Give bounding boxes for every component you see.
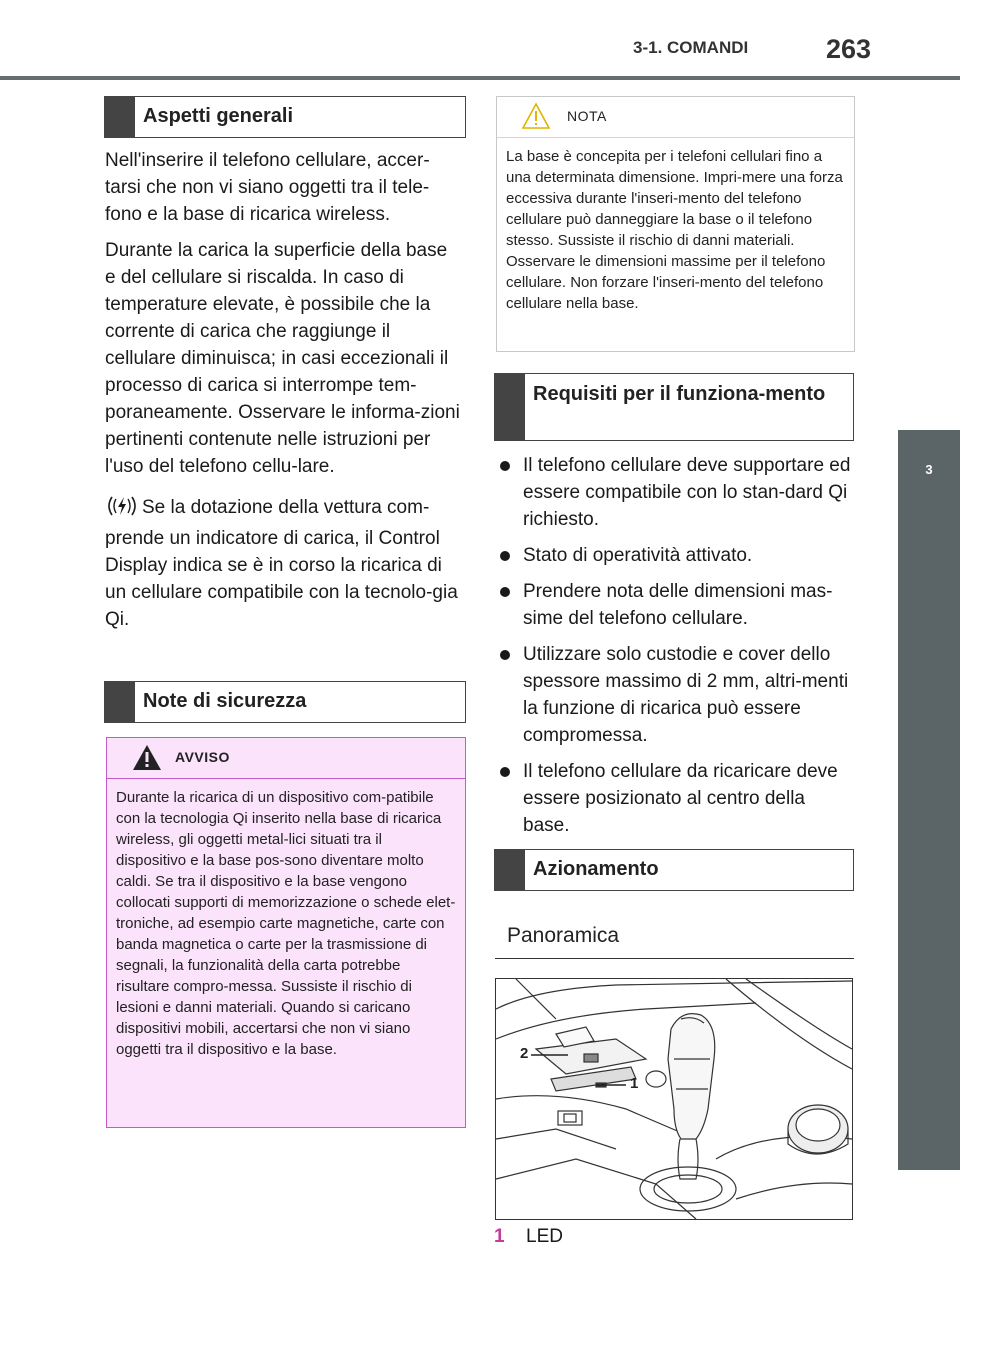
paragraph: Nell'inserire il telefono cellulare, accer-tarsi che non vi siano oggetti tra il tele-fono e la base di ricarica wireless. [105, 150, 430, 225]
heading-note-sicurezza [104, 681, 466, 723]
nota-text: La base è concepita per i telefoni cellulari fino a una determinata dimensione. Impri-mere una forza eccessiva durante l'inseri-mento del telefono cellulare può danneggiare la base o il telefono stesso. Sussiste il rischio di danni materiali. Osservare le dimensioni massime per il telefono cellulare. Non forzare l'inseri-mento del telefono cellulare nella base. [506, 148, 843, 312]
chapter-label: COMANDI [972, 603, 988, 677]
paragraph-text: Se la dotazione della vettura com-prende un indicatore di carica, il Control Display indica se è in corso la ricarica di un cellulare compatibile con la tecnolo-gia Qi. [105, 497, 458, 630]
list-item: Il telefono cellulare da ricaricare deve essere posizionato al centro della base. [496, 758, 856, 839]
chapter-bar [898, 510, 960, 1170]
avviso-label: AVVISO [175, 749, 230, 765]
avviso-header [107, 738, 465, 779]
heading-text: Note di sicurezza [143, 690, 307, 712]
list-item: Utilizzare solo custodie e cover dello spessore massimo di 2 mm, altri-menti la funzione di ricarica può essere compromessa. [496, 641, 856, 749]
heading-bar [495, 850, 525, 890]
paragraph [105, 494, 463, 633]
nota-label: NOTA [567, 108, 607, 124]
bullet-icon [500, 767, 510, 777]
avviso-text: Durante la ricarica di un dispositivo com-patibile con la tecnologia Qi inserito nella base di ricarica wireless, gli oggetti metal-lici situati tra il dispositivo e la base pos-sono diventare molto caldi. Se tra il dispositivo e la base vengono collocati supporti di memorizzazione o schede elet-troniche, ad esempio carte magnetiche, carte con banda magnetica o carte per la trasmissione di segnali, la funzionalità della carta potrebbe risultare compro-messa. Sussiste il rischio di lesioni e danni materiali. Quando si caricano dispositivi mobili, accertarsi che non vi siano oggetti tra il dispositivo e la base. [116, 789, 456, 1058]
heading-text: Aspetti generali [143, 105, 294, 127]
bullet-icon [500, 587, 510, 597]
heading-bar [495, 374, 525, 440]
requisiti-list [496, 452, 856, 848]
legend-text: LED [526, 1226, 563, 1247]
heading-bar [105, 97, 135, 137]
list-item: Il telefono cellulare deve supportare ed essere compatibile con lo stan-dard Qi richiesto. [496, 452, 856, 533]
heading-text: Requisiti per il funziona-mento [533, 383, 826, 405]
section-title: 3-1. COMANDI [633, 38, 749, 57]
heading-aspetti-generali [104, 96, 466, 138]
list-item: Stato di operatività attivato. [496, 542, 856, 569]
nota-box [496, 96, 855, 352]
center-console-illustration [495, 978, 853, 1220]
warning-triangle-icon [521, 102, 551, 135]
header-rule [0, 76, 960, 80]
callout-2: 2 [520, 1045, 529, 1062]
legend-number: 1 [494, 1226, 505, 1247]
heading-azionamento [494, 849, 854, 891]
subheading-panoramica: Panoramica [507, 924, 620, 947]
chapter-number: 3 [925, 462, 933, 477]
heading-requisiti [494, 373, 854, 441]
paragraph: Durante la carica la superficie della base e del cellulare si riscalda. In caso di temperature elevate, è possibile che la corrente di carica che raggiunge il cellulare diminuisca; in casi eccezionali il processo di carica si interrompe tem-poraneamente. Osservare le informa-zioni pertinenti contenute nelle istruzioni per l'uso del telefono cellu-lare. [105, 240, 460, 477]
subheading-rule [495, 958, 854, 959]
charging-indicator-icon [105, 495, 139, 525]
heading-text: Azionamento [533, 858, 659, 880]
aspetti-body [105, 147, 463, 642]
bullet-icon [500, 551, 510, 561]
heading-bar [105, 682, 135, 722]
bullet-icon [500, 650, 510, 660]
avviso-box [106, 737, 466, 1128]
callout-1: 1 [630, 1075, 639, 1092]
nota-header [497, 97, 854, 138]
bullet-icon [500, 461, 510, 471]
list-item: Prendere nota delle dimensioni mas-sime del telefono cellulare. [496, 578, 856, 632]
page-number: 263 [826, 34, 872, 64]
caution-triangle-icon [132, 744, 162, 776]
